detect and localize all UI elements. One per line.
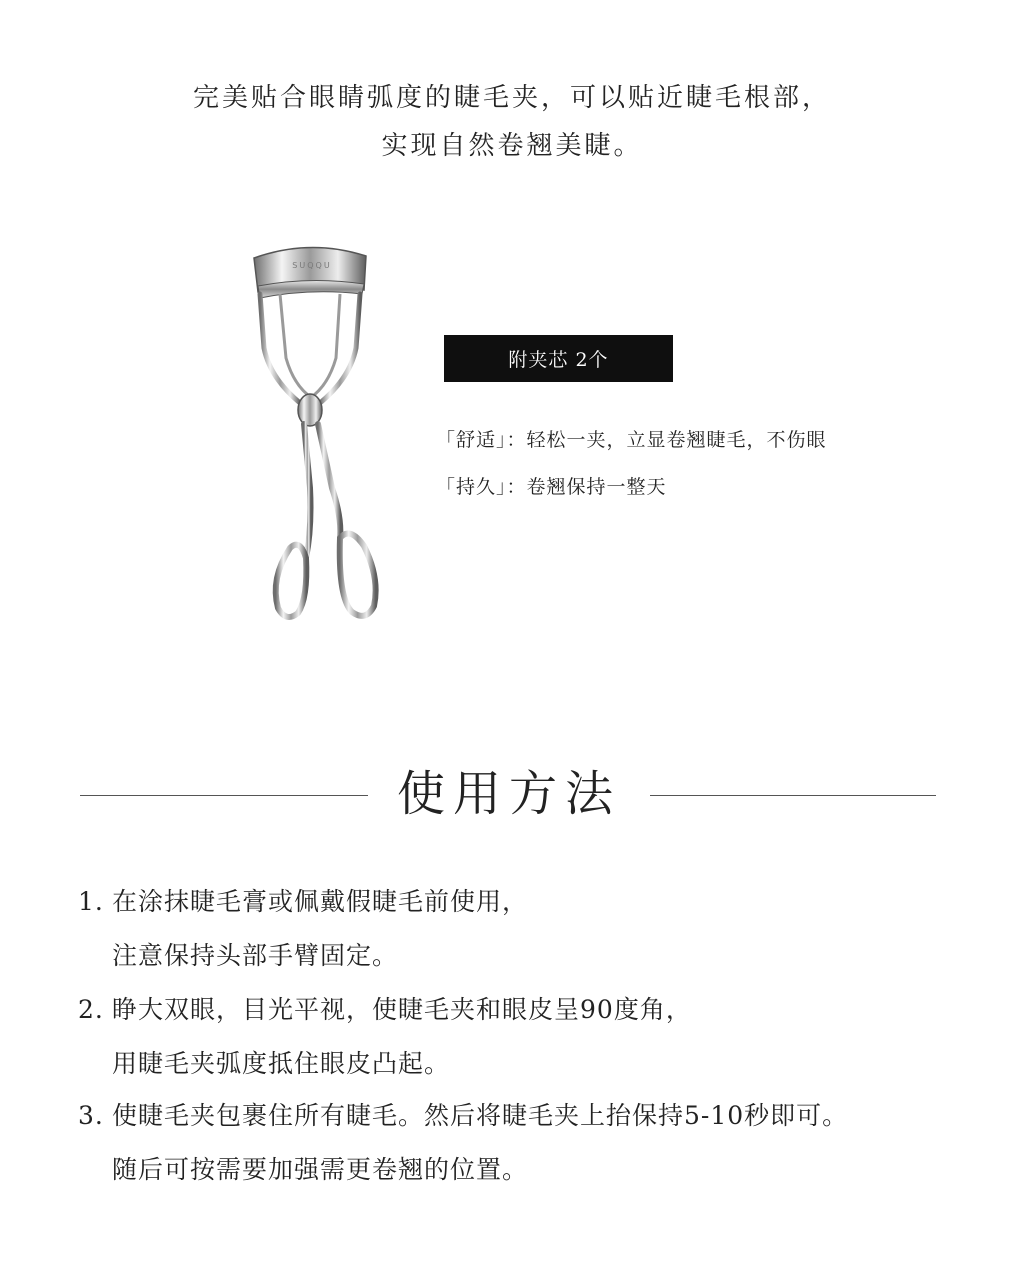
intro-line-2: 实现自然卷翘美睫。 — [381, 131, 643, 161]
section-title: 使用方法 — [396, 766, 621, 822]
step-2-line-2: 用睫毛夹弧度抵住眼皮凸起。 — [112, 1049, 451, 1078]
step-2-number: 2. — [78, 995, 104, 1024]
step-3-number: 3. — [78, 1101, 104, 1130]
step-2-text: 睁大双眼，目光平视，使睫毛夹和眼皮呈90度角， — [112, 995, 692, 1024]
accessory-badge: 附夹芯 2个 — [444, 335, 673, 382]
feature-comfort: 「舒适」：轻松一夹，立显卷翘睫毛，不伤眼 — [436, 429, 827, 451]
eyelash-curler-image — [240, 228, 390, 628]
divider-left — [80, 795, 368, 796]
step-1-line-2: 注意保持头部手臂固定。 — [112, 941, 399, 970]
intro-text — [0, 74, 1024, 170]
step-2-line-1 — [78, 992, 692, 1028]
step-1-number: 1. — [78, 887, 104, 916]
step-3-text: 使睫毛夹包裹住所有睫毛。然后将睫毛夹上抬保持5-10秒即可。 — [112, 1101, 849, 1130]
step-1-line-1 — [78, 884, 528, 920]
intro-line-1: 完美贴合眼睛弧度的睫毛夹，可以贴近睫毛根部， — [192, 83, 831, 113]
divider-right — [650, 795, 936, 796]
step-1-text: 在涂抹睫毛膏或佩戴假睫毛前使用， — [112, 887, 529, 916]
feature-lasting: 「持久」：卷翘保持一整天 — [436, 476, 667, 498]
brand-mark: SUQQU — [292, 261, 332, 270]
step-3-line-1 — [78, 1098, 848, 1134]
step-3-line-2: 随后可按需要加强需更卷翘的位置。 — [112, 1155, 529, 1184]
